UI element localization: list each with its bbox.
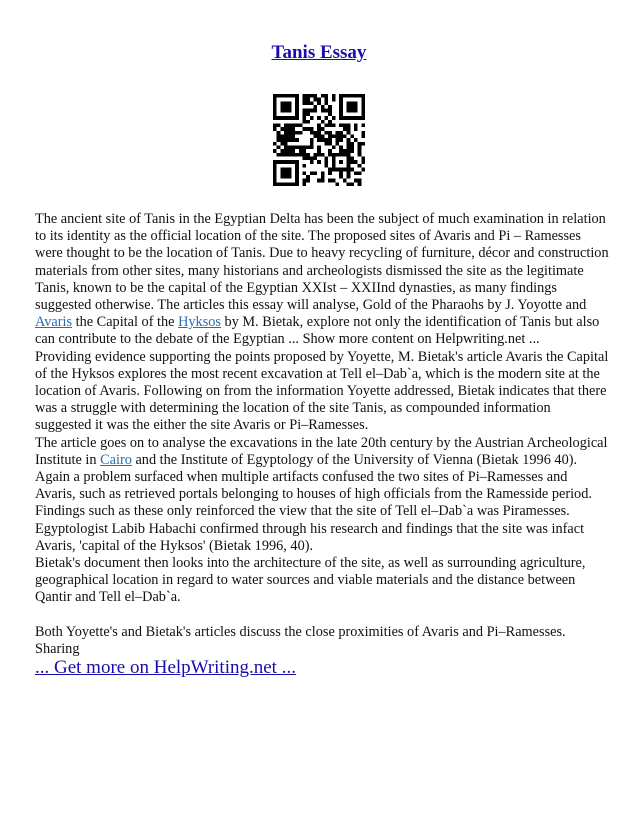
link-avaris[interactable]: Avaris xyxy=(35,314,73,331)
paragraph-4: Bietak's document then looks into the architecture of the site, as well as surrounding agriculture, geographical location in regard to water sources and viable materials and the distance between Qantir and Tell el–Dab`a. xyxy=(35,555,586,606)
title-link[interactable]: Tanis Essay xyxy=(271,42,367,63)
qr-code xyxy=(273,94,365,186)
get-more-link[interactable]: ... Get more on HelpWriting.net ... xyxy=(35,657,296,678)
paragraph-3: The article goes on to analyse the excavations in the late 20th century by the Austrian Archeological Institute in Cairo and the Institute of Egyptology of the University of Vienna (Bietak 1996 40). Again a problem surfaced when multiple artifacts confused the two sites of Pi–Ramesses and Avaris, such as retrieved portals belonging to houses of high officials from the Ramesside period. Findings such as these only reinforced the view that the site of Tell el–Dab`a was Piramesses. Egyptologist Labib Habachi confirmed through his research and findings that the site was infact Avaris, 'capital of the Hyksos' (Bietak 1996, 40). xyxy=(35,434,608,554)
link-cairo[interactable]: Cairo xyxy=(100,451,132,468)
paragraph-1: The ancient site of Tanis in the Egyptian Delta has been the subject of much examination in relation to its identity as the official location of the site. The proposed sites of Avaris and Pi – Ramesses were thought to be the location of Tanis. Due to heavy recycling of furniture, décor and construction materials from other sites, many historians and archeologists dismissed the site as the legitimate Tanis, known to be the capital of the Egyptian XXIst – XXIInd dynasties, as many findings suggested otherwise. The articles this essay will analyse, Gold of the Pharaohs by J. Yoyotte and Avaris the Capital of the Hyksos by M. Bietak, explore not only the identification of Tanis but also can contribute to the debate of the Egyptian ... Show more content on Helpwriting.net ... xyxy=(35,211,609,348)
qr-code-icon xyxy=(273,94,365,186)
essay-body xyxy=(35,211,610,658)
more-link-container xyxy=(35,657,296,679)
page-title xyxy=(0,42,638,64)
paragraph-5: Both Yoyette's and Bietak's articles discuss the close proximities of Avaris and Pi–Ramesses. Sharing xyxy=(35,623,566,657)
paragraph-2: Providing evidence supporting the points proposed by Yoyette, M. Bietak's article Avaris the Capital of the Hyksos explores the most recent excavation at Tell el–Dab`a, which is the modern site at the location of Avaris. Following on from the information Yoyette addressed, Bietak indicates that there was a struggle with determining the location of the site Tanis, as compounded information suggested it was the either the site Avaris or Pi–Ramesses. xyxy=(35,348,609,434)
link-hyksos[interactable]: Hyksos xyxy=(178,314,221,331)
